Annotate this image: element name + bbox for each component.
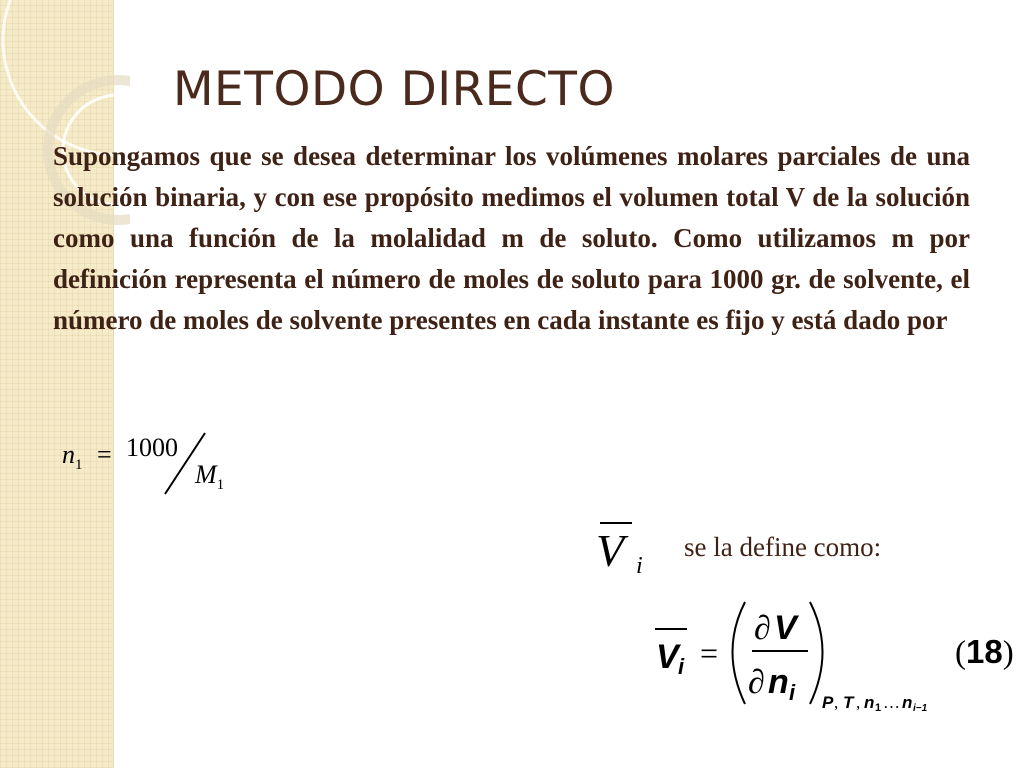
eq18-cond-dots: …	[883, 693, 900, 712]
eq18-cond-comma1: ,	[834, 693, 839, 712]
eq18-cond-n: n	[864, 693, 875, 712]
eq18-cond-t: T	[843, 693, 854, 712]
partial-volume-subscript: i	[636, 553, 643, 579]
partial-volume-symbol: V	[596, 525, 625, 576]
equation-18	[650, 596, 960, 716]
eq18-left-paren	[733, 602, 746, 704]
equation-number: (18)	[955, 633, 1014, 671]
eq18-cond-comma2: ,	[856, 693, 861, 712]
eq18-cond-ni-sub: i−1	[913, 703, 928, 714]
eq18-lhs-sub: i	[678, 654, 685, 679]
eq18-num-var: V	[774, 609, 797, 647]
define-text: se la define como:	[684, 532, 882, 562]
body-paragraph: Supongamos que se desea determinar los volúmenes molares parciales de una solución binaria, y con ese propósito medimos el volumen total V de la solución como una función de la molalidad m de soluto. Como utilizamos m por definición representa el número de moles de soluto para 1000 gr. de solvente, el número de moles de solvente presentes en cada instante es fijo y está dado por	[53, 141, 970, 335]
eq1-denominator: $M_1$	[195, 460, 225, 494]
eq18-right-paren	[810, 602, 823, 704]
slide-title: METODO DIRECTO	[173, 62, 616, 117]
eq1-equals: =	[97, 440, 112, 469]
eq1-numerator: 1000	[126, 433, 178, 462]
eq18-cond-p: P	[822, 693, 834, 712]
eq18-cond-n-sub: 1	[875, 702, 882, 714]
eq18-den-sub: i	[789, 680, 796, 705]
eq1-lhs: $n_1$	[62, 440, 83, 474]
eq18-lhs-var: V	[656, 638, 679, 676]
eq18-num-partial: ∂	[754, 610, 771, 647]
eq18-den-partial: ∂	[748, 664, 765, 701]
eq18-den-var: n	[768, 663, 789, 701]
eq18-equals: =	[700, 635, 719, 671]
eq18-cond-ni: n	[902, 693, 913, 712]
